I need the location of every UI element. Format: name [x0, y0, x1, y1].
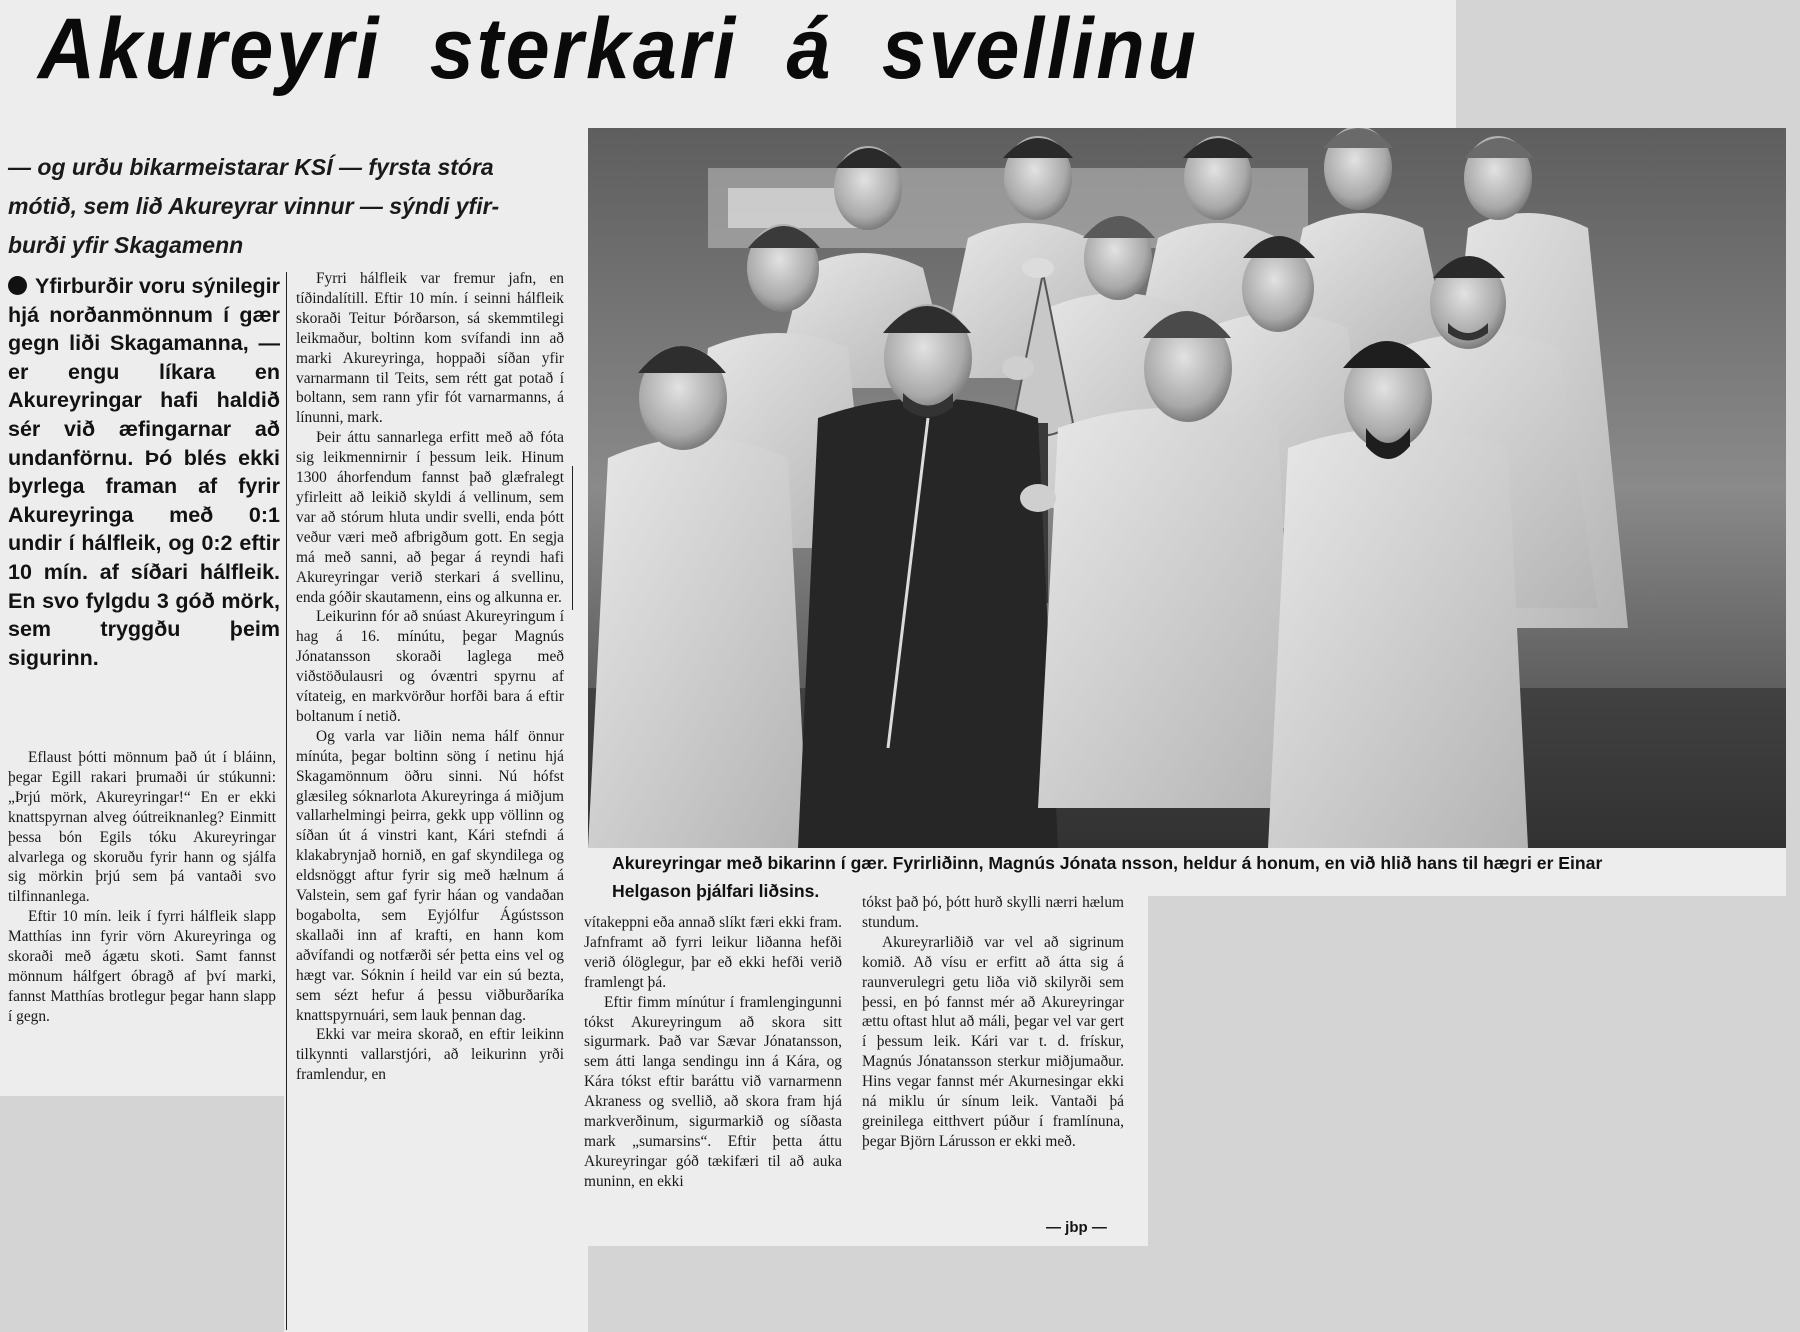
paragraph: Eflaust þótti mönnum það út í bláinn, þegar Egill rakari þrumaði úr stúkunni: „Þrjú mörk, Akureyringar!“ En er ekki knattspyrnan alveg óútreiknanleg? Einmitt þessa bón Egils tóku Akureyringar alvarlega og skoruðu fyrir hann og sjálfa sig mörkin þrjú sem þá vantaði svo tilfinnanlega. — [8, 749, 276, 906]
paper-col2 — [284, 1090, 588, 1332]
column-rule — [572, 466, 573, 610]
paragraph: vítakeppni eða annað slíkt færi ekki fram. Jafnframt að fyrri leikur liðanna hefði verið ólöglegur, þar eð ekki hefði verið framlengt þá. — [584, 914, 842, 991]
paragraph: Fyrri hálfleik var fremur jafn, en tíðindalítill. Eftir 10 mín. í seinni hálfleik skoraði Teitur Þórðarson, sá skemmtilegi leikmaður, boltinn kom svífandi inn að marki Akureyringa, hoppaði síðan yfir varnarmann til Teits, sem rétt gat potað í boltann, sem rann yfir fót varnarmanns, á línunni, mark. — [296, 270, 564, 427]
subhead — [8, 148, 568, 265]
lead-text: Yfirburðir voru sýnilegir hjá norðanmönnum í gær gegn liði Skagamanna, — er engu líkara en Akureyringar hafi haldið sér við æfingarnar að undanförnu. Þó blés ekki byrlega framan af fyrir Akureyringa með 0:1 undir í hálfleik, og 0:2 eftir 10 mín. af síðari hálfleik. En svo fylgdu 3 góð mörk, sem tryggðu þeim sigurinn. — [8, 274, 280, 670]
photo-caption — [612, 849, 1784, 905]
paragraph: Og varla var liðin nema hálf önnur mínúta, þegar boltinn söng í netinu hjá Skagamönnum öðru sinni. Nú hófst glæsileg sóknarlota Akureyringa á miðjum vallarhelmingi þeirra, gekk upp völlinn og síðan út á vinstri kant, Kári stefndi á klakabrynjað hornið, en gaf skyndilega og eldsnöggt aftur fyrir sig með hælnum á Valstein, sem gaf fyrir háan og vandaðan bogabolta, sem Eyjólfur Ágústsson skallaði inn af krafti, en hann kom aðvífandi og notfærði sér þetta eins vel og hægt var. Sóknin í heild var ein sú bezta, sem sézt hefur á þessu viðburðaríka knattspyrnuári, sem lauk þennan dag. — [296, 727, 564, 1024]
caption-line: Helgason þjálfari liðsins. — [612, 881, 820, 901]
headline: Akureyri sterkari á svellinu — [38, 1, 1199, 97]
article-column-1 — [8, 748, 276, 1027]
subhead-line: burði yfir Skagamenn — [8, 232, 244, 258]
article-column-3 — [584, 913, 842, 1192]
paragraph: Eftir fimm mínútur í framlengingunni tókst Akureyringum að skora sitt sigurmark. Það var Sævar Jónatansson, sem átti langa sendingu inn á Kára, og Kára tókst eftir baráttu við varnarmenn Akraness og svellið, að skora fram hjá markverðinum, sigurmarkið og síðasta mark „sumarsins“. Eftir þetta áttu Akureyringar góð tækifæri til að auka muninn, en ekki — [584, 993, 842, 1190]
article-column-4 — [862, 893, 1124, 1152]
column-rule — [286, 272, 287, 1330]
paragraph: Ekki var meira skorað, en eftir leikinn tilkynnti vallarstjóri, að leikurinn yrði framlendur, en — [296, 1026, 564, 1084]
paragraph: Eftir 10 mín. leik í fyrri hálfleik slapp Matthías inn fyrir vörn Akureyringa og skoraði með ágætu skoti. Samt fannst mönnum hálfgert óbragð af því marki, fannst Matthías brotlegur þegar hann slapp í gegn. — [8, 908, 276, 1025]
subhead-line: — og urðu bikarmeistarar KSÍ — fyrsta stóra — [8, 154, 494, 180]
paragraph: Leikurinn fór að snúast Akureyringum í hag á 16. mínútu, þegar Magnús Jónatansson skoraði laglega með viðstöðulausri og óvæntri spyrnu af vítateig, en markvörður horfði bara á eftir boltanum í netið. — [296, 608, 564, 725]
paragraph: Akureyrarliðið var vel að sigrinum komið. Að vísu er erfitt að átta sig á raunverulegri getu liða við skilyrði sem þessi, en þó fannst mér að Akureyringar ættu oftast hlut að máli, þegar vel var gert í þessum leik. Kári var t. d. frískur, Magnús Jónatansson sterkur miðjumaður. Hins vegar fannst mér Akurnesingar ekki ná miklu úr sínum leik. Vantaði þá greinilega eitthvert púður í framlínuna, þegar Björn Lárusson er ekki með. — [862, 933, 1124, 1150]
article-column-2 — [296, 269, 564, 1085]
bullet-icon — [8, 276, 27, 295]
author-signature: — jbp — — [1046, 1219, 1107, 1236]
team-photo — [588, 128, 1786, 848]
paragraph: tókst það þó, þótt hurð skylli nærri hælum stundum. — [862, 894, 1124, 931]
paragraph: Þeir áttu sannarlega erfitt með að fóta sig leikmennirnir í þessum leik. Hinum 1300 áhorfendum fannst það glæfralegt yfirleitt að leikið skyldi á vellinum, sem var að stórum hluta undir svelli, enda þótt veður væri með afbrigðum gott. En segja má með sanni, að þegar á reyndi hafi Akureyringar verið sterkari á svellinu, enda góðir skautamenn, eins og alkunna er. — [296, 429, 564, 606]
lead-paragraph — [8, 272, 280, 672]
team-photo-image — [588, 128, 1786, 848]
caption-line: Akureyringar með bikarinn í gær. Fyrirliðinn, Magnús Jónata nsson, heldur á honum, en við hlið hans til hægri er Einar — [612, 853, 1603, 873]
subhead-line: mótið, sem lið Akureyrar vinnur — sýndi yfir- — [8, 193, 500, 219]
